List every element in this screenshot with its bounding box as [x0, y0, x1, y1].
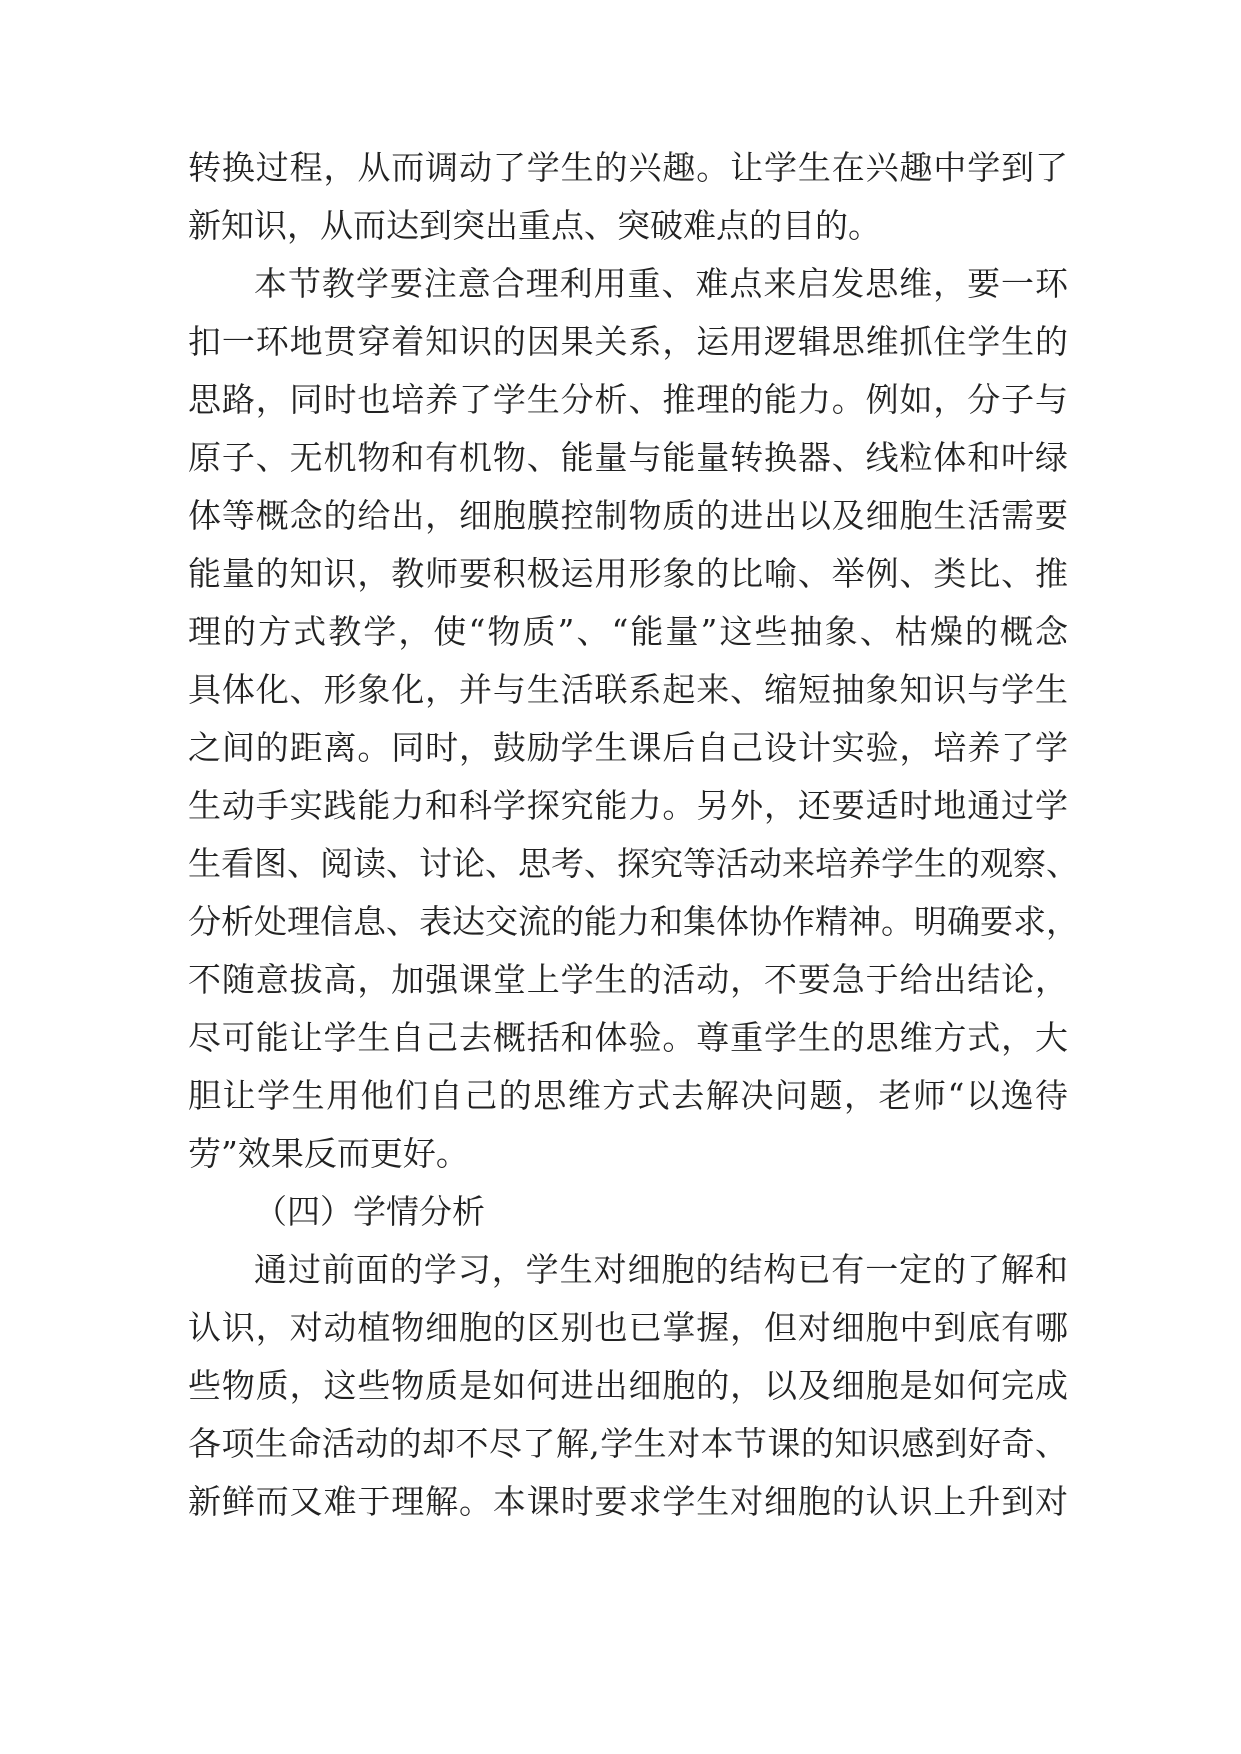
text-line: 劳”效果反而更好。 [188, 1134, 469, 1173]
section-heading: （四）学情分析 [254, 1192, 485, 1231]
text-line: 些物质，这些物质是如何进出细胞的，以及细胞是如何完成 [188, 1366, 1068, 1405]
body-text [188, 139, 1079, 1531]
text-line: 理的方式教学，使“物质”、“能量”这些抽象、枯燥的概念 [188, 612, 1068, 651]
text-line: 尽可能让学生自己去概括和体验。尊重学生的思维方式，大 [188, 1018, 1068, 1057]
text-line: 具体化、形象化，并与生活联系起来、缩短抽象知识与学生 [188, 670, 1068, 709]
text-line: 本节教学要注意合理利用重、难点来启发思维，要一环 [254, 264, 1068, 303]
text-line: 不随意拔高，加强课堂上学生的活动，不要急于给出结论， [188, 960, 1068, 999]
text-line: 通过前面的学习，学生对细胞的结构已有一定的了解和 [254, 1250, 1068, 1289]
text-line: 思路，同时也培养了学生分析、推理的能力。例如，分子与 [188, 380, 1068, 419]
text-line: 之间的距离。同时，鼓励学生课后自己设计实验，培养了学 [188, 728, 1068, 767]
text-line: 分析处理信息、表达交流的能力和集体协作精神。明确要求， [188, 902, 1079, 941]
text-line: 转换过程，从而调动了学生的兴趣。让学生在兴趣中学到了 [188, 148, 1068, 187]
text-line: 新鲜而又难于理解。本课时要求学生对细胞的认识上升到对 [188, 1482, 1068, 1521]
text-line: 新知识，从而达到突出重点、突破难点的目的。 [188, 206, 881, 245]
text-line: 生动手实践能力和科学探究能力。另外，还要适时地通过学 [188, 786, 1068, 825]
text-line: 体等概念的给出，细胞膜控制物质的进出以及细胞生活需要 [188, 496, 1068, 535]
text-line: 能量的知识，教师要积极运用形象的比喻、举例、类比、推 [188, 554, 1068, 593]
text-line: 胆让学生用他们自己的思维方式去解决问题，老师“以逸待 [188, 1076, 1068, 1115]
text-line: 原子、无机物和有机物、能量与能量转换器、线粒体和叶绿 [188, 438, 1068, 477]
text-line: 生看图、阅读、讨论、思考、探究等活动来培养学生的观察、 [188, 844, 1079, 883]
text-line: 各项生命活动的却不尽了解,学生对本节课的知识感到好奇、 [188, 1424, 1068, 1463]
text-line: 认识，对动植物细胞的区别也已掌握，但对细胞中到底有哪 [188, 1308, 1068, 1347]
text-line: 扣一环地贯穿着知识的因果关系，运用逻辑思维抓住学生的 [188, 322, 1068, 361]
